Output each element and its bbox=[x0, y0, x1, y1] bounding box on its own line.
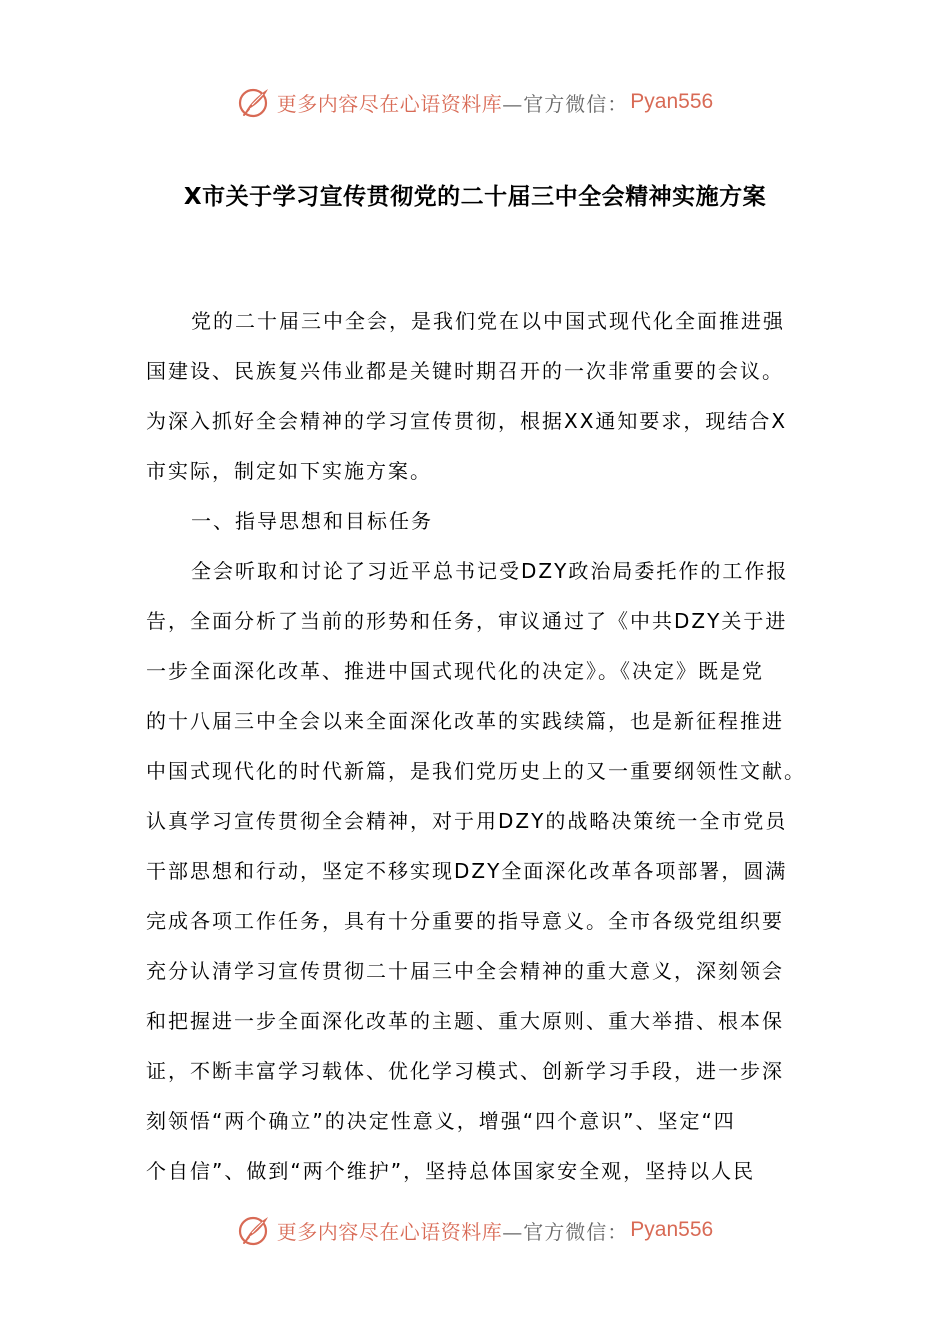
section-heading: 一、指导思想和目标任务 bbox=[191, 509, 433, 533]
banner-wechat-label: —官方微信： bbox=[502, 1219, 629, 1244]
body-line: 干部思想和行动，坚定不移实现DZY全面深化改革各项部署，圆满 bbox=[146, 859, 788, 883]
banner-wechat-label: —官方微信： bbox=[502, 91, 629, 116]
body-line: 告，全面分析了当前的形势和任务，审议通过了《中共DZY关于进 bbox=[146, 609, 788, 633]
banner-wechat-id: Pyan556 bbox=[630, 90, 714, 113]
body-line: 的十八届三中全会以来全面深化改革的实践续篇，也是新征程推进 bbox=[146, 709, 784, 733]
header-banner bbox=[0, 80, 950, 124]
body-line: 充分认清学习宣传贯彻二十届三中全会精神的重大意义，深刻领会 bbox=[146, 959, 784, 983]
quill-logo-icon bbox=[237, 1212, 273, 1248]
body-line: 认真学习宣传贯彻全会精神，对于用DZY的战略决策统一全市党员 bbox=[146, 809, 788, 833]
body-line: 国建设、民族复兴伟业都是关键时期召开的一次非常重要的会议。 bbox=[146, 359, 784, 383]
body-line: 全会听取和讨论了习近平总书记受DZY政治局委托作的工作报 bbox=[191, 559, 789, 583]
banner-slogan: 更多内容尽在心语资料库 bbox=[276, 1219, 503, 1244]
footer-banner bbox=[0, 1208, 950, 1252]
body-line: 党的二十届三中全会，是我们党在以中国式现代化全面推进强 bbox=[191, 309, 785, 333]
quill-logo-icon bbox=[237, 84, 273, 120]
document-body bbox=[146, 296, 808, 1196]
body-line: 证，不断丰富学习载体、优化学习模式、创新学习手段，进一步深 bbox=[146, 1059, 784, 1083]
body-line: 为深入抓好全会精神的学习宣传贯彻，根据XX通知要求，现结合X bbox=[146, 409, 788, 433]
body-line: 完成各项工作任务，具有十分重要的指导意义。全市各级党组织要 bbox=[146, 909, 784, 933]
banner-slogan: 更多内容尽在心语资料库 bbox=[276, 91, 503, 116]
body-line: 个自信”、做到“两个维护”，坚持总体国家安全观，坚持以人民 bbox=[146, 1159, 756, 1183]
body-line: 一步全面深化改革、推进中国式现代化的决定》。《决定》既是党 bbox=[146, 659, 764, 683]
body-line: 中国式现代化的时代新篇，是我们党历史上的又一重要纲领性文献。 bbox=[146, 759, 806, 783]
banner-wechat-id: Pyan556 bbox=[630, 1218, 714, 1241]
body-line: 刻领悟“两个确立”的决定性意义，增强“四个意识”、坚定“四 bbox=[146, 1109, 736, 1133]
document-title: X市关于学习宣传贯彻党的二十届三中全会精神实施方案 bbox=[183, 184, 767, 210]
body-line: 和把握进一步全面深化改革的主题、重大原则、重大举措、根本保 bbox=[146, 1009, 784, 1033]
body-line: 市实际，制定如下实施方案。 bbox=[146, 459, 432, 483]
